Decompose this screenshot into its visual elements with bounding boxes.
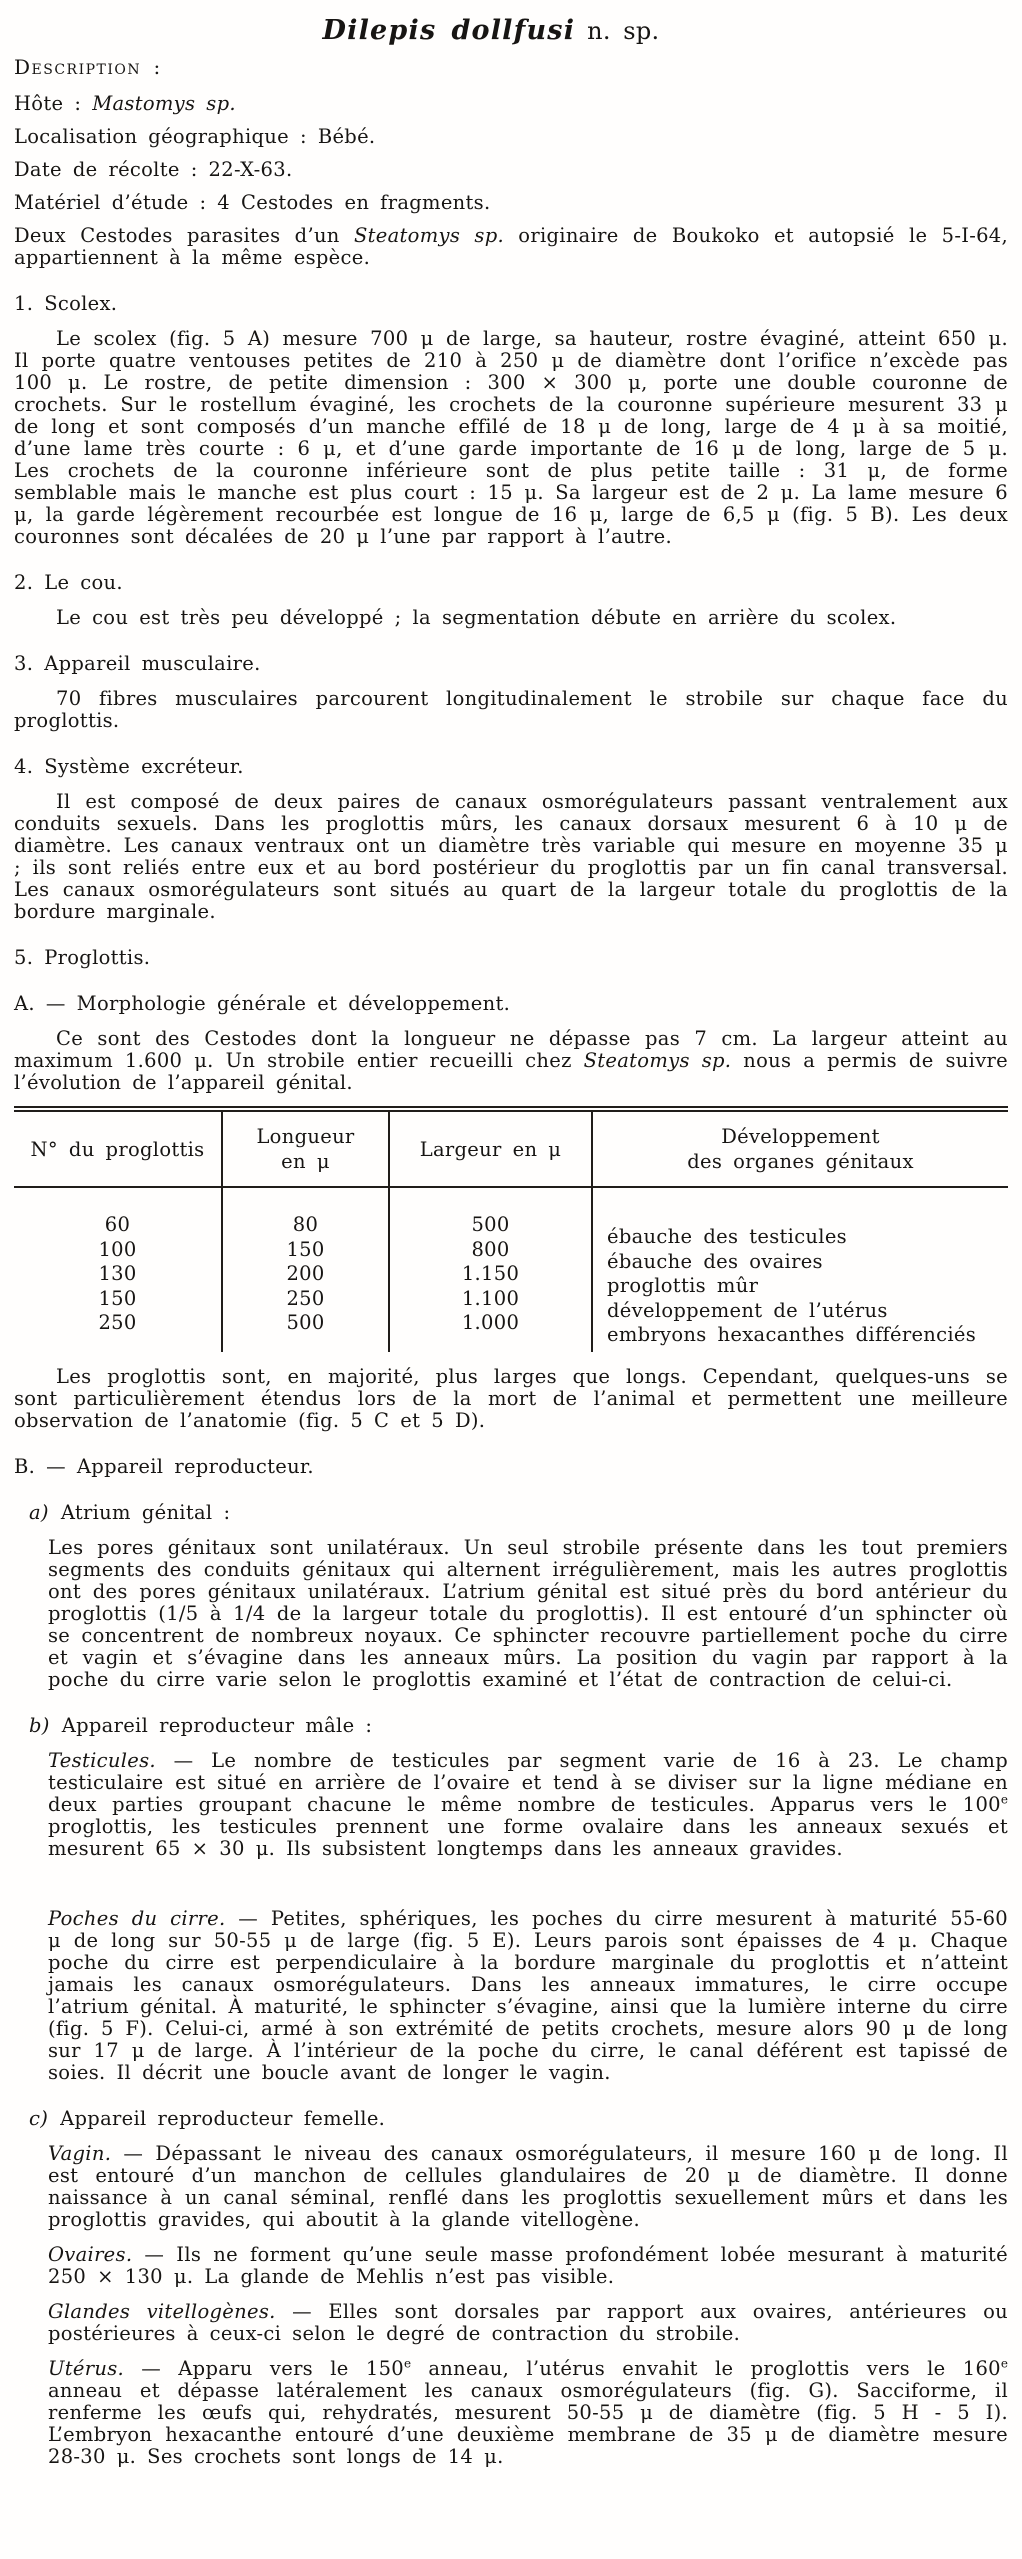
morpho-species: Steatomys sp. [583,1049,732,1072]
testicules-segment: proglottis, les testicules prennent une forme ovalaire dans les anneaux sexués et mesurent 65 × 30 μ. Ils subsistent longtemps dans les anneaux gravides. [48,1814,1008,1860]
table-dev-line: ébauche des ovaires [607,1249,823,1273]
proglottis-table [14,1106,1008,1352]
cou-paragraph: Le cou est très peu développé ; la segmentation débute en arrière du scolex. [56,606,897,629]
testicules-segment: — Le nombre de testicules par segment varie de 16 à 23. Le champ testiculaire est situé en arrière de l’ovaire et tend à se diviser sur la ligne médiane en deux parties groupant chacune le même nombre de testicules. Apparus vers le 100 [48,1748,1008,1816]
table-cell: 80 [292,1213,319,1236]
morpho-segment: Ce sont des Cestodes dont la longueur ne dépasse pas 7 cm. La largeur atteint au maximum 1.600 μ. Un strobile entier recueilli chez [14,1027,1008,1072]
page-title [14,16,968,46]
ovaires-paragraph [48,2244,1008,2288]
host-species: Mastomys sp. [92,92,236,115]
testicules-lead: Testicules. [48,1748,156,1772]
section-heading-scolex: 1. Scolex. [14,292,118,315]
femelle-label: Appareil reproducteur femelle. [60,2106,386,2130]
species-name: Dilepis dollfusi [322,15,576,46]
intro-species: Steatomys sp. [353,224,505,247]
host-field [14,93,1008,115]
materiel-field: Matériel d’étude : 4 Cestodes en fragments. [14,191,491,214]
table-header-longueur [223,1112,390,1188]
table-header-largeur [390,1112,593,1188]
table-cell: 130 [98,1262,137,1285]
table-dev-line: développement de l’utérus [607,1298,888,1322]
table-header-text: en μ [281,1150,330,1173]
table-cell: 150 [286,1237,325,1261]
heading-femelle [29,2108,1008,2130]
table-cell: 150 [98,1286,137,1310]
after-table-paragraph: Les proglottis sont, en majorité, plus larges que longs. Cependant, quelques-uns se sont particulièrement étendus lors de la mort de l’animal et permettent une meilleure observation de l’anatomie (fig. 5 C et 5 D). [14,1364,1008,1432]
glandes-lead: Glandes vitellogènes. [48,2299,276,2323]
atrium-label: Atrium génital : [60,1500,231,1524]
table-header-developpement [593,1112,1008,1188]
table-cell: 60 [104,1213,131,1236]
table-header-text: des organes génitaux [687,1150,914,1173]
femelle-marker: c) [29,2106,49,2130]
heading-reproducteur: B. — Appareil reproducteur. [14,1454,314,1478]
species-rank: n. sp. [587,17,660,45]
table-cell: 250 [98,1311,137,1334]
heading-male [29,1715,1008,1737]
description-label: Description : [14,55,162,79]
poches-segment: — Petites, sphériques, les poches du cirre mesurent à maturité 55-60 μ de long sur 50-55 μ de large (fig. 5 E). Leurs parois sont épaisses de 4 μ. Chaque poche du cirre est perpendiculaire à la bordure marginale du proglottis et n’atteint jamais les canaux osmorégulateurs. Dans les anneaux immatures, le cirre occupe l’atrium génital. À maturité, le sphincter s’évagine, ainsi que la lumière interne du cirre (fig. 5 F). Celui-ci, armé à son extrémité de petits crochets, mesure alors 90 μ de long sur 17 μ de large. À l’intérieur de la poche du cirre, le canal déférent est tapissé de soies. Il décrit une boucle avant de longer le vagin. [48,1906,1009,2084]
uterus-segment: — Apparu vers le 150 [124,2356,404,2380]
glandes-segment: — Elles sont dorsales par rapport aux ovaires, antérieures ou postérieures à ceux-ci selon le degré de contraction du strobile. [48,2299,1008,2345]
table-cell: 250 [286,1286,325,1310]
intro-paragraph [14,225,1008,269]
table-header-numero [14,1112,223,1188]
host-label: Hôte : [14,92,82,115]
uterus-segment: anneau et dépasse latéralement les canaux osmorégulateurs (fig. G). Sacciforme, il renferme les œufs qui, rehydratés, mesurent 50-55 μ de diamètre (fig. 5 H - 5 I). L’embryon hexacanthe entouré d’une deuxième membrane de 35 μ de diamètre mesure 28-30 μ. Ses crochets sont longs de 14 μ. [48,2378,1008,2468]
ovaires-lead: Ovaires. [48,2242,133,2266]
section-heading-cou: 2. Le cou. [14,571,123,594]
poches-paragraph [48,1908,1008,2084]
table-header-text: Développement [721,1125,880,1148]
musculaire-paragraph: 70 fibres musculaires parcourent longitudinalement le strobile sur chaque face du proglottis. [14,687,1008,732]
table-cell: 800 [471,1237,510,1261]
date-field: Date de récolte : 22-X-63. [14,158,293,181]
atrium-marker: a) [29,1500,49,1524]
morpho-segment: nous a permis de suivre l’évolution de l’appareil génital. [14,1049,1008,1094]
uterus-paragraph [48,2358,1008,2468]
testicules-superscript: e [1000,1792,1008,1806]
section-heading-musculaire: 3. Appareil musculaire. [14,652,261,675]
male-marker: b) [29,1713,50,1737]
table-col-largeur [390,1188,593,1352]
vagin-segment: — Dépassant le niveau des canaux osmorégulateurs, il mesure 160 μ de long. Il est entouré d’un manchon de cellules glandulaires de 20 μ de diamètre. Il donne naissance à un canal séminal, renflé dans les proglottis sexuellement mûrs et dans les proglottis gravides, qui aboutit à la glande vitellogène. [48,2141,1008,2231]
morphologie-paragraph [14,1028,1008,1094]
table-col-developpement [593,1188,1008,1352]
uterus-segment: anneau, l’utérus envahit le proglottis vers le 160 [411,2356,1001,2380]
poches-lead: Poches du cirre. [48,1906,226,1930]
table-col-longueur [223,1188,390,1352]
table-dev-line: ébauche des testicules [607,1225,847,1248]
table-dev-line: proglottis mûr [607,1274,759,1297]
table-cell: 200 [286,1262,325,1285]
table-col-numero [14,1188,223,1352]
table-cell: 1.100 [461,1286,520,1310]
table-cell: 1.150 [461,1262,520,1285]
atrium-paragraph: Les pores génitaux sont unilatéraux. Un seul strobile présente dans les tout premiers segments des conduits génitaux qui alternent irrégulièrement, mais les autres proglottis ont des pores génitaux unilatéraux. L’atrium génital est situé près du bord antérieur du proglottis (1/5 à 1/4 de la largeur totale du proglottis). Il est entouré d’un sphincter où se concentrent de nombreux noyaux. Ce sphincter recouvre partiellement poche du cirre et vagin et s’évagine dans les anneaux mûrs. La position du vagin par rapport à la poche du cirre varie selon le proglottis examiné et l’état de contraction de celui-ci. [48,1535,1008,1691]
uterus-superscript: e [404,2356,412,2370]
intro-segment: Deux Cestodes parasites d’un [14,224,354,247]
uterus-superscript: e [1000,2356,1008,2370]
section-heading-excreteur: 4. Système excréteur. [14,755,244,778]
intro-segment: originaire de Boukoko et autopsié le 5-I-64, appartiennent à la même espèce. [14,224,1009,269]
heading-morphologie: A. — Morphologie générale et développement. [14,992,511,1015]
table-cell: 100 [98,1237,137,1261]
table-dev-line: embryons hexacanthes différenciés [607,1323,977,1346]
heading-atrium [29,1502,1008,1524]
table-cell: 500 [471,1213,510,1236]
excreteur-paragraph: Il est composé de deux paires de canaux osmorégulateurs passant ventralement aux conduits sexuels. Dans les proglottis mûrs, les canaux dorsaux mesurent 6 à 10 μ de diamètre. Les canaux ventraux ont un diamètre très variable qui mesure en moyenne 35 μ ; ils sont reliés entre eux et au bord postérieur du proglottis par un fin canal transversal. Les canaux osmorégulateurs sont situés au quart de la largeur totale du proglottis de la bordure marginale. [14,790,1008,923]
table-header-text: Largeur en μ [419,1137,562,1161]
scolex-paragraph: Le scolex (fig. 5 A) mesure 700 μ de large, sa hauteur, rostre évaginé, atteint 650 μ. Il porte quatre ventouses petites de 210 à 250 μ de diamètre dont l’orifice n’excède pas 100 μ. Le rostre, de petite dimension : 300 × 300 μ, porte une double couronne de crochets. Sur le rostellum évaginé, les crochets de la couronne supérieure mesurent 33 μ de long et sont composés d’un manche effilé de 18 μ de long, large de 4 μ à sa moitié, d’une lame très courte : 6 μ, et d’une garde importante de 16 μ de long, large de 5 μ. Les crochets de la couronne inférieure sont de plus petite taille : 31 μ, de forme semblable mais le manche est plus court : 15 μ. Sa largeur est de 2 μ. La lame mesure 6 μ, la garde légèrement recourbée est longue de 16 μ, large de 6,5 μ (fig. 5 B). Les deux couronnes sont décalées de 20 μ l’une par rapport à l’autre. [14,327,1008,548]
table-cell: 1.000 [461,1311,520,1334]
localisation-field: Localisation géographique : Bébé. [14,125,376,148]
table-header-text: N° du proglottis [30,1137,205,1161]
glandes-paragraph [48,2301,1008,2345]
vagin-paragraph [48,2143,1008,2231]
table-cell: 500 [286,1311,325,1334]
table-header-text: Longueur [256,1125,355,1148]
vagin-lead: Vagin. [48,2141,112,2165]
ovaires-segment: — Ils ne forment qu’une seule masse profondément lobée mesurant à maturité 250 × 130 μ. La glande de Mehlis n’est pas visible. [48,2242,1008,2288]
testicules-paragraph [48,1750,1008,1860]
section-heading-proglottis: 5. Proglottis. [14,946,151,969]
male-label: Appareil reproducteur mâle : [61,1713,373,1737]
uterus-lead: Utérus. [48,2356,124,2380]
